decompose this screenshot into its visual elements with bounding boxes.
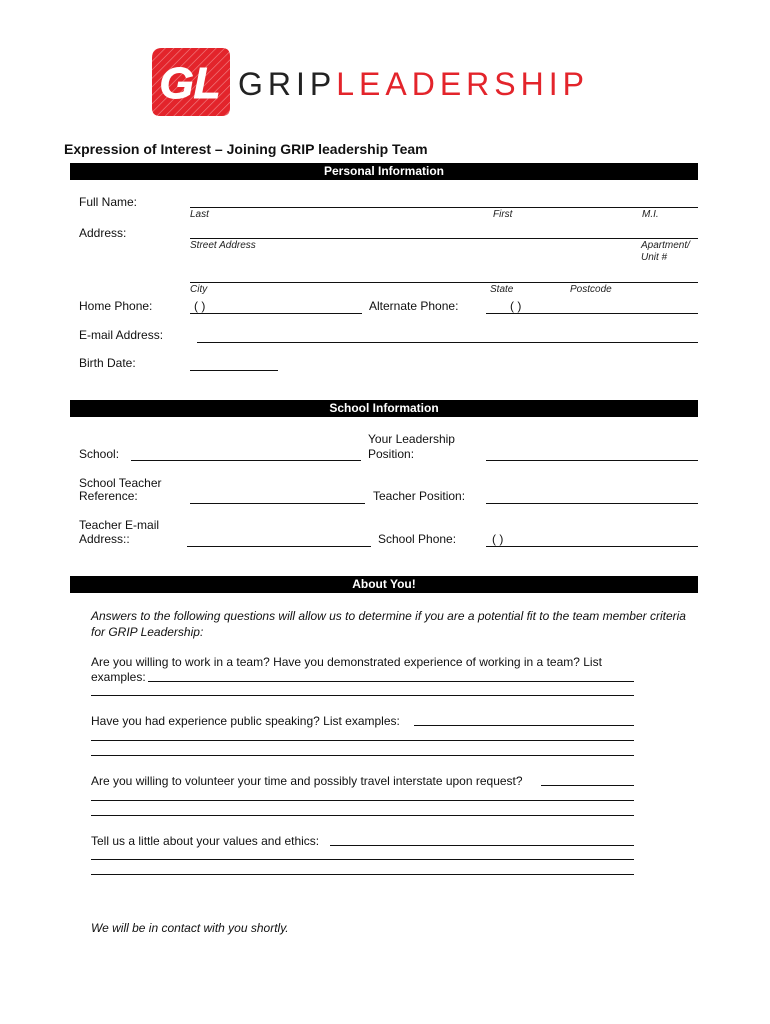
question-public-speaking: Have you had experience public speaking? List examples: (91, 714, 400, 728)
postcode-sublabel: Postcode (570, 284, 612, 295)
grip-logo-icon (150, 46, 232, 118)
teacher-email-field[interactable] (187, 546, 371, 547)
values-answer-line-3[interactable] (91, 874, 634, 875)
about-intro: Answers to the following questions will allow us to determine if you are a potential fit to the team member criteria for GRIP Leadership: (91, 609, 686, 639)
speaking-answer-line-3[interactable] (91, 755, 634, 756)
teacher-position-label: Teacher Position: (373, 489, 466, 503)
question-volunteer-travel: Are you willing to volunteer your time and possibly travel interstate upon request? (91, 774, 523, 788)
mi-sublabel: M.I. (642, 209, 659, 220)
home-phone-field[interactable] (190, 313, 362, 314)
unit-sublabel: Unit # (641, 252, 668, 263)
leadership-position-field[interactable] (486, 460, 698, 461)
section-bar-school: School Information (70, 400, 698, 417)
values-answer-line-2[interactable] (91, 859, 634, 860)
brand-grip: GRIP (238, 66, 337, 102)
volunteer-answer-line-3[interactable] (91, 815, 634, 816)
question-values-ethics: Tell us a little about your values and ethics: (91, 834, 320, 848)
school-phone-label: School Phone: (378, 532, 457, 546)
volunteer-answer-line-1[interactable] (541, 785, 634, 786)
alternate-phone-label: Alternate Phone: (369, 299, 459, 313)
state-sublabel: State (490, 284, 514, 295)
birth-date-label: Birth Date: (79, 356, 136, 370)
email-field[interactable] (197, 342, 698, 343)
speaking-answer-line-2[interactable] (91, 740, 634, 741)
street-address-field[interactable] (190, 238, 698, 239)
school-phone-field[interactable] (486, 546, 698, 547)
speaking-answer-line-1[interactable] (414, 725, 634, 726)
last-sublabel: Last (190, 209, 209, 220)
birth-date-field[interactable] (190, 370, 278, 371)
teacher-reference-field[interactable] (190, 503, 365, 504)
full-name-label: Full Name: (79, 195, 138, 209)
values-answer-line-1[interactable] (330, 845, 634, 846)
brand-leadership: LEADERSHIP (336, 66, 589, 102)
email-label: E-mail Address: (79, 328, 164, 342)
home-phone-label: Home Phone: (79, 299, 153, 313)
section-bar-personal: Personal Information (70, 163, 698, 180)
school-label: School: (79, 447, 120, 461)
brand-wordmark (238, 66, 589, 102)
street-sublabel: Street Address (190, 240, 256, 251)
teacher-position-field[interactable] (486, 503, 698, 504)
teacher-email-label-1: Teacher E-mail (79, 518, 160, 532)
leadership-position-label-2: Position: (368, 447, 415, 461)
question-teamwork-line2: examples: (91, 670, 146, 684)
alternate-phone-field[interactable] (486, 313, 698, 314)
leadership-position-label-1: Your Leadership (368, 432, 455, 446)
teamwork-answer-line-1[interactable] (148, 681, 634, 682)
full-name-field[interactable] (190, 207, 698, 208)
section-bar-about: About You! (70, 576, 698, 593)
city-state-postcode-field[interactable] (190, 282, 698, 283)
question-teamwork-line1: Are you willing to work in a team? Have you demonstrated experience of working in a team? List (91, 655, 602, 669)
city-sublabel: City (190, 284, 208, 295)
teacher-reference-label-1: School Teacher (79, 476, 162, 490)
apartment-sublabel: Apartment/ (641, 240, 690, 251)
closing-note: We will be in contact with you shortly. (91, 921, 289, 935)
teacher-email-label-2: Address:: (79, 532, 130, 546)
volunteer-answer-line-2[interactable] (91, 800, 634, 801)
home-phone-parens: ( ) (194, 299, 206, 313)
school-phone-parens: ( ) (492, 532, 504, 546)
form-title: Expression of Interest – Joining GRIP leadership Team (64, 141, 428, 157)
teacher-reference-label-2: Reference: (79, 489, 138, 503)
logo-letters: GL (159, 59, 221, 108)
first-sublabel: First (493, 209, 513, 220)
school-field[interactable] (131, 460, 361, 461)
alternate-phone-parens: ( ) (510, 299, 522, 313)
teamwork-answer-line-2[interactable] (91, 695, 634, 696)
address-label: Address: (79, 226, 127, 240)
